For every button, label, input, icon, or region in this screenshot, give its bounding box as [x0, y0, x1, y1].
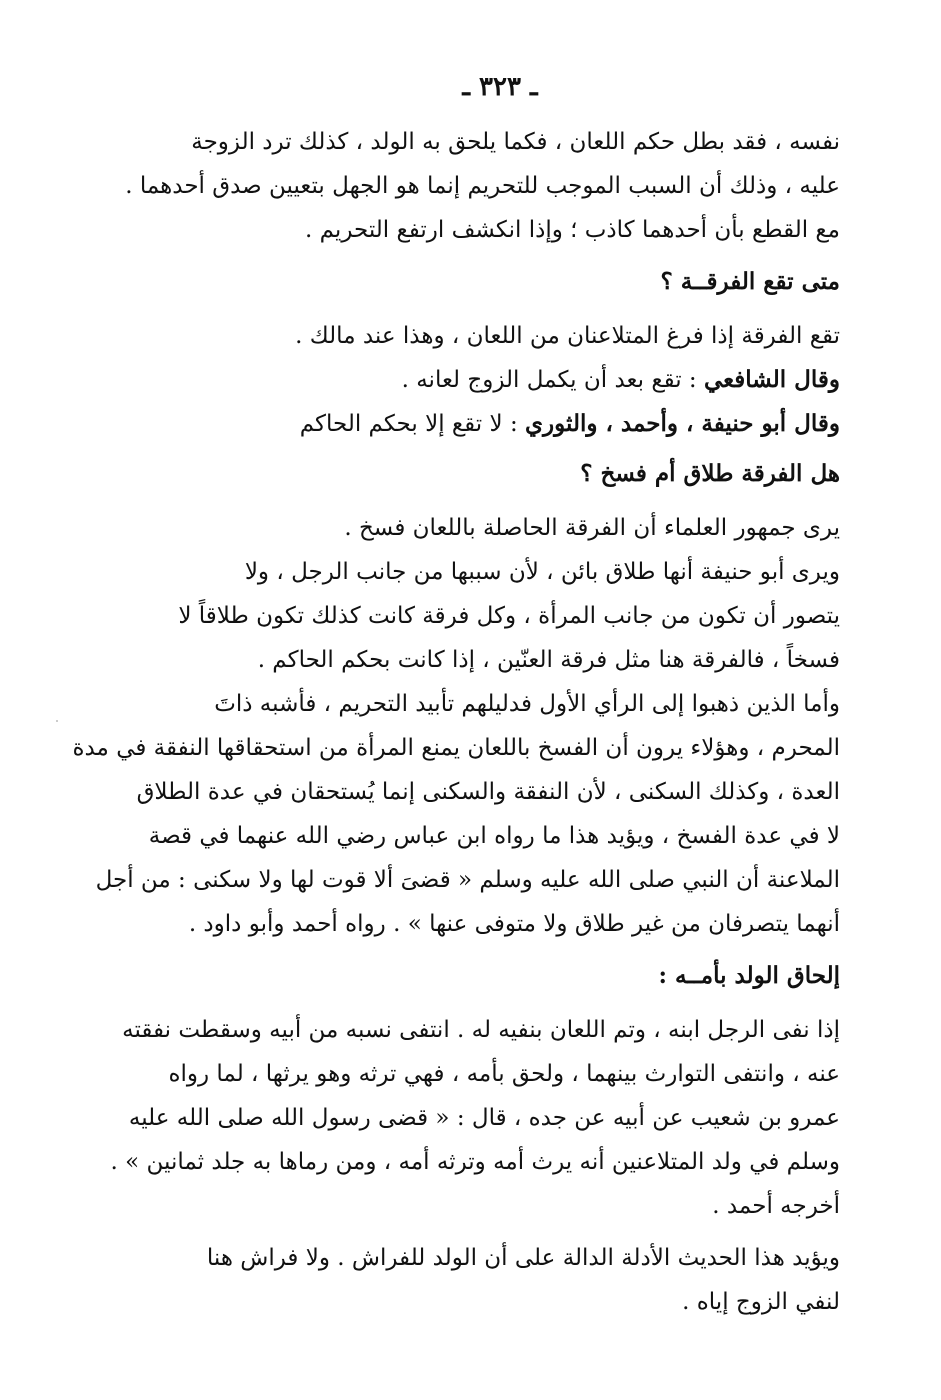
speaker-name: وقال الشافعي	[703, 366, 840, 393]
speaker-name: وقال أبو حنيفة ، وأحمد ، والثوري	[525, 410, 840, 437]
text-line: ويؤيد هذا الحديث الأدلة الدالة على أن الولد للفراش . ولا فراش هنا	[206, 1245, 840, 1271]
divorce-paragraph	[160, 506, 840, 682]
text-line-abuhanifa	[160, 402, 840, 446]
text-line: فسخاً ، فالفرقة هنا مثل فرقة العنّين ، إذا كانت بحكم الحاكم .	[257, 647, 840, 673]
closing-paragraph	[160, 1236, 840, 1324]
page-number: ـ ٣٢٣ ـ	[462, 72, 538, 102]
speaker-text: : تقع بعد أن يكمل الزوج لعانه .	[401, 367, 704, 393]
text-line: المحرم ، وهؤلاء يرون أن الفسخ باللعان يمنع المرأة من استحقاقها النفقة في مدة	[72, 735, 840, 761]
child-paragraph	[110, 1008, 840, 1228]
document-page	[72, 72, 840, 1324]
text-line: أنهما يتصرفان من غير طلاق ولا متوفى عنها » . رواه أحمد وأبو داود .	[188, 911, 840, 937]
text-line: تقع الفرقة إذا فرغ المتلاعنان من اللعان ، وهذا عند مالك .	[295, 323, 840, 349]
text-line: العدة ، وكذلك السكنى ، لأن النفقة والسكنى إنما يُستحقان في عدة الطلاق	[136, 779, 840, 805]
text-line: عمرو بن شعيب عن أبيه عن جده ، قال : « قضى رسول الله صلى الله عليه	[128, 1105, 840, 1131]
text-line: عنه ، وانتفى التوارث بينهما ، ولحق بأمه ، فهي ترثه وهو يرثها ، لما رواه	[168, 1061, 840, 1087]
text-line: يتصور أن تكون من جانب المرأة ، وكل فرقة كانت كذلك تكون طلاقاً لا	[178, 603, 840, 629]
text-line: وسلم في ولد المتلاعنين أنه يرث أمه وترثه أمه ، ومن رماها به جلد ثمانين » .	[110, 1149, 840, 1175]
text-line: نفسه ، فقد بطل حكم اللعان ، فكما يلحق به الولد ، كذلك ترد الزوجة	[191, 129, 840, 155]
text-line: وأما الذين ذهبوا إلى الرأي الأول فدليلهم تأبيد التحريم ، فأشبه ذاتَ	[214, 691, 840, 717]
when-paragraph	[160, 314, 840, 446]
speaker-text: : لا تقع إلا بحكم الحاكم	[299, 411, 526, 437]
text-line: مع القطع بأن أحدهما كاذب ؛ وإذا انكشف ارتفع التحريم .	[304, 217, 840, 243]
section-heading-child: إلحاق الولد بأمــه :	[658, 962, 840, 989]
section-heading-divorce: هل الفرقة طلاق أم فسخ ؟	[580, 460, 840, 487]
first-opinion-paragraph	[72, 682, 840, 946]
text-line: إذا نفى الرجل ابنه ، وتم اللعان بنفيه له . انتفى نسبه من أبيه وسقطت نفقته	[122, 1017, 840, 1043]
text-line: أخرجه أحمد .	[712, 1193, 840, 1219]
text-line: الملاعنة أن النبي صلى الله عليه وسلم « قضىَ ألا قوت لها ولا سكنى : من أجل	[95, 867, 840, 893]
intro-paragraph	[125, 120, 840, 252]
text-line: لا في عدة الفسخ ، ويؤيد هذا ما رواه ابن عباس رضي الله عنهما في قصة	[148, 823, 840, 849]
text-line: لنفي الزوج إياه .	[682, 1289, 840, 1315]
section-heading-when: متى تقع الفرقــة ؟	[660, 268, 840, 295]
text-line: ويرى أبو حنيفة أنها طلاق بائن ، لأن سببها من جانب الرجل ، ولا	[244, 559, 840, 585]
text-line: عليه ، وذلك أن السبب الموجب للتحريم إنما هو الجهل بتعيين صدق أحدهما .	[125, 173, 840, 199]
text-line: يرى جمهور العلماء أن الفرقة الحاصلة باللعان فسخ .	[344, 515, 840, 541]
scan-speck	[56, 720, 58, 722]
text-line-shafii	[160, 358, 840, 402]
